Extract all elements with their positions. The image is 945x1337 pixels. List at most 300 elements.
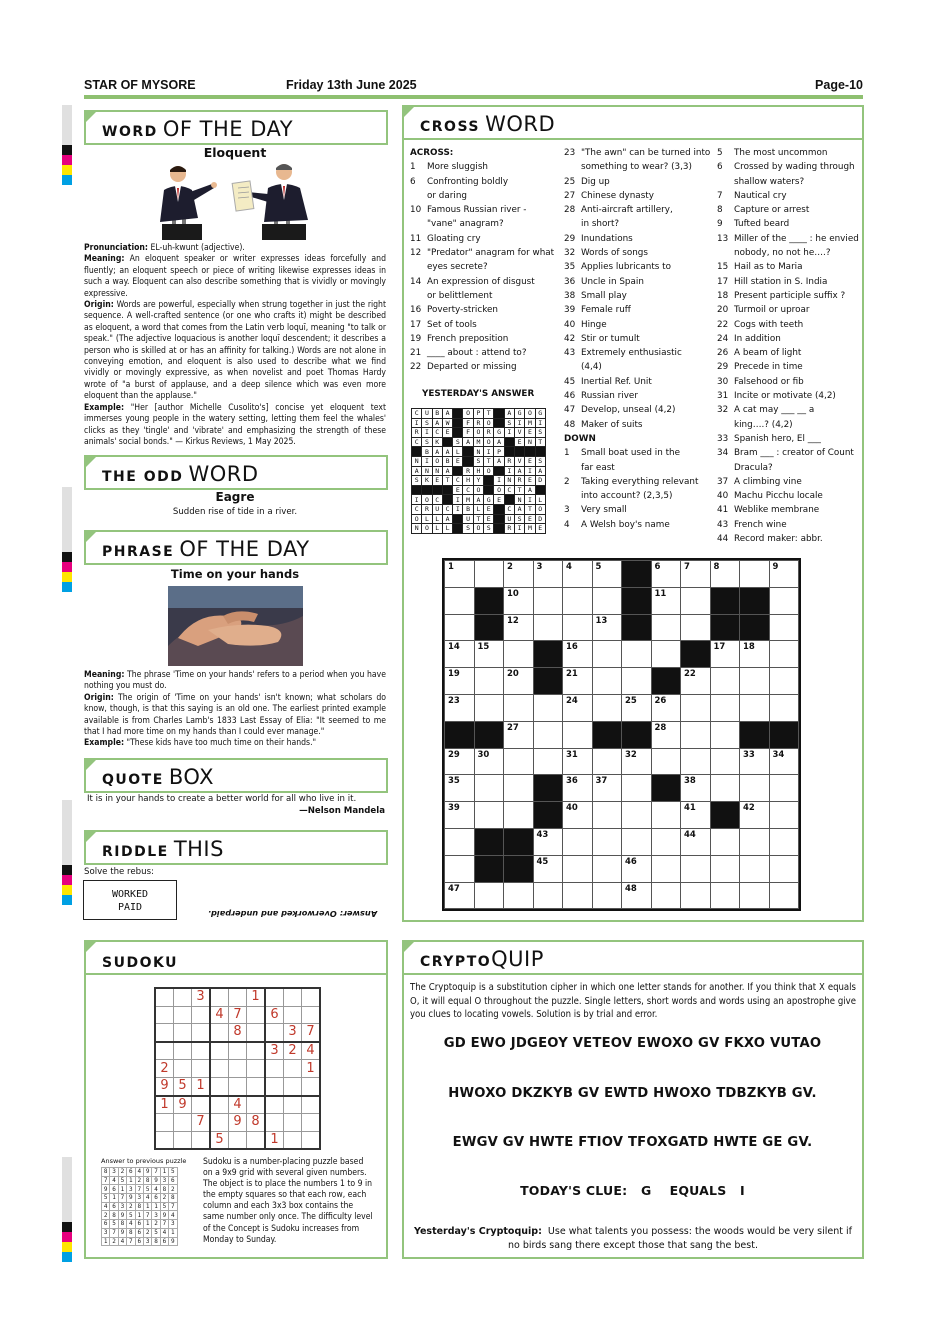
crossword-cell[interactable] (710, 828, 740, 855)
crossword-cell[interactable] (533, 855, 563, 882)
sudoku-cell[interactable]: 2 (155, 1060, 174, 1078)
yesterday-cell: A (494, 456, 504, 466)
crossword-cell[interactable] (651, 855, 681, 882)
sudoku-cell[interactable] (284, 988, 302, 1006)
phrase-body: Meaning: The phrase 'Time on your hands' refers to a period when you have nothing you must do. Origin: The origin of 'Time on your hands' isn't known; what scholars do know, though, is that this saying is an old one. The earliest printed example available is from Charles Lamb's 1833 Last Essay of Elia: "It seemed to me that I had more time on my hands than I could ever manage." Example: "These kids have too much time on their hands." (84, 670, 386, 749)
sudoku-cell[interactable] (174, 1060, 192, 1078)
crossword-cell[interactable] (563, 561, 593, 588)
crossword-cell-number: 46 (625, 856, 637, 867)
cryptoquip-line-2: HWOXO DKZKYB GV EWTD HWOXO TDBZKYB GV. (448, 1086, 817, 1101)
crossword-cell[interactable] (769, 882, 799, 909)
yesterday-cell: L (473, 504, 483, 514)
crossword-cell[interactable] (710, 882, 740, 909)
sudoku-cell[interactable]: 4 (229, 1096, 247, 1114)
crossword-cell[interactable] (769, 802, 799, 829)
sudoku-cell[interactable] (247, 1024, 266, 1042)
crossword-cell[interactable] (533, 587, 563, 614)
quote-title-big: BOX (168, 765, 215, 789)
sudoku-cell[interactable]: 6 (265, 1006, 284, 1024)
sudoku-cell[interactable]: 8 (229, 1024, 247, 1042)
across-clues-col1 (410, 146, 554, 375)
sudoku-cell[interactable] (210, 988, 229, 1006)
crossword-cell[interactable] (651, 694, 681, 721)
sudoku-cell[interactable] (284, 1006, 302, 1024)
crossword-cell[interactable] (769, 561, 799, 588)
crossword-cell[interactable] (563, 855, 593, 882)
yesterday-cell: C (504, 485, 514, 495)
yesterday-cell: A (432, 447, 442, 457)
word-of-day-title-small: WORD (102, 124, 158, 140)
sudoku-cell[interactable] (210, 1114, 229, 1132)
crossword-cell[interactable] (474, 561, 504, 588)
crossword-cell[interactable] (592, 614, 622, 641)
crossword-cell[interactable] (651, 587, 681, 614)
down-clue-30: 30 Falsehood or fib (717, 376, 804, 387)
down-clues-col3 (717, 146, 859, 546)
crossword-cell[interactable] (681, 561, 711, 588)
sudoku-cell[interactable] (247, 1006, 266, 1024)
crossword-cell[interactable] (740, 855, 770, 882)
crossword-cell[interactable] (504, 775, 534, 802)
crossword-cell[interactable] (769, 614, 799, 641)
crossword-cell[interactable] (533, 721, 563, 748)
crossword-cell[interactable] (681, 587, 711, 614)
crossword-cell[interactable] (622, 641, 652, 668)
crossword-cell[interactable] (592, 828, 622, 855)
crossword-cell[interactable] (445, 694, 475, 721)
across-clue-43: 43 Extremely enthusiastic (564, 348, 682, 359)
yesterday-cell: C (432, 495, 442, 505)
crossword-cell[interactable] (445, 855, 475, 882)
crossword-cell-number: 34 (772, 749, 785, 760)
down-heading: DOWN (564, 433, 596, 444)
sudoku-cell[interactable] (302, 988, 321, 1006)
crossword-cell[interactable] (445, 641, 475, 668)
sudoku-answer-cell: 8 (110, 1211, 118, 1220)
sudoku-answer-cell: 7 (110, 1228, 118, 1237)
yesterday-cell: I (504, 428, 514, 438)
sudoku-cell[interactable] (210, 1024, 229, 1042)
sudoku-cell[interactable]: 9 (174, 1096, 192, 1114)
crossword-title-box (402, 105, 864, 140)
crossword-cell[interactable] (563, 614, 593, 641)
down-clue-cont: king….? (4,2) (734, 419, 793, 430)
crossword-cell[interactable] (592, 882, 622, 909)
sudoku-cell[interactable] (302, 1096, 321, 1114)
crossword-cell[interactable] (504, 614, 534, 641)
crossword-cell[interactable] (651, 561, 681, 588)
sudoku-cell[interactable] (265, 1077, 284, 1095)
sudoku-cell[interactable] (284, 1131, 302, 1149)
crossword-cell[interactable] (592, 775, 622, 802)
sudoku-cell[interactable]: 4 (210, 1006, 229, 1024)
crossword-cell[interactable] (710, 694, 740, 721)
crossword-cell[interactable] (504, 668, 534, 695)
sudoku-answer-cell: 8 (152, 1237, 160, 1246)
crossword-cell[interactable] (769, 855, 799, 882)
crossword-cell[interactable] (769, 694, 799, 721)
crossword-cell[interactable] (445, 748, 475, 775)
sudoku-cell[interactable] (265, 1060, 284, 1078)
crossword-cell[interactable] (592, 694, 622, 721)
yesterday-cell: R (473, 418, 483, 428)
crossword-cell[interactable] (504, 561, 534, 588)
sudoku-grid[interactable] (154, 987, 321, 1150)
crossword-cell[interactable] (563, 587, 593, 614)
yesterday-cell: E (514, 437, 524, 447)
sudoku-answer-cell: 5 (169, 1168, 177, 1177)
crossword-cell[interactable] (592, 641, 622, 668)
across-clue-32: 32 Words of songs (564, 248, 648, 259)
crossword-cell[interactable] (474, 775, 504, 802)
sudoku-cell[interactable]: 3 (284, 1024, 302, 1042)
sudoku-answer-cell: 6 (110, 1185, 118, 1194)
yesterday-cell (432, 485, 442, 495)
sudoku-cell[interactable]: 1 (265, 1131, 284, 1149)
crossword-cell[interactable] (681, 828, 711, 855)
crossword-cell[interactable] (533, 614, 563, 641)
crossword-cell[interactable] (504, 721, 534, 748)
yesterday-cell: I (504, 466, 514, 476)
sudoku-cell[interactable]: 7 (302, 1024, 321, 1042)
sudoku-cell[interactable]: 1 (155, 1096, 174, 1114)
yesterday-cell (494, 504, 504, 514)
crossword-cell[interactable] (504, 694, 534, 721)
crossword-cell[interactable] (710, 775, 740, 802)
crossword-cell[interactable] (769, 668, 799, 695)
sudoku-cell[interactable] (210, 1042, 229, 1060)
crossword-cell[interactable] (622, 668, 652, 695)
crossword-cell[interactable] (563, 694, 593, 721)
yesterday-cell: A (504, 409, 514, 419)
yesterday-cell: E (484, 514, 494, 524)
sudoku-cell[interactable] (229, 1042, 247, 1060)
crossword-cell[interactable] (740, 641, 770, 668)
sudoku-cell[interactable] (155, 1042, 174, 1060)
crossword-cell[interactable] (681, 775, 711, 802)
sudoku-cell[interactable]: 8 (247, 1114, 266, 1132)
odd-word-title-box (84, 455, 388, 490)
sudoku-answer-cell: 6 (102, 1220, 110, 1229)
crossword-cell[interactable] (740, 828, 770, 855)
crossword-cell[interactable] (445, 614, 475, 641)
crossword-cell[interactable] (592, 802, 622, 829)
crossword-cell[interactable] (563, 721, 593, 748)
crossword-cell[interactable] (681, 668, 711, 695)
crossword-cell[interactable] (651, 748, 681, 775)
yesterday-cell (504, 495, 514, 505)
sudoku-cell[interactable] (174, 988, 192, 1006)
crossword-cell[interactable] (710, 561, 740, 588)
crossword-cell[interactable] (740, 668, 770, 695)
crossword-cell[interactable] (622, 748, 652, 775)
crossword-cell[interactable] (592, 668, 622, 695)
across-clues-col2 (564, 146, 710, 532)
crossword-cell[interactable] (710, 748, 740, 775)
crossword-cell[interactable] (533, 561, 563, 588)
phrase-title-big: OF THE DAY (179, 537, 310, 561)
yesterday-cell: N (412, 524, 422, 534)
crossword-cell[interactable] (445, 882, 475, 909)
crossword-cell[interactable] (740, 802, 770, 829)
quote-text: It is in your hands to create a better world for all who live in it. (87, 794, 357, 804)
sudoku-cell[interactable] (302, 1006, 321, 1024)
cryptoquip-title-big: QUIP (491, 947, 544, 971)
sudoku-cell[interactable] (265, 988, 284, 1006)
yesterday-cell (453, 514, 463, 524)
sudoku-cell[interactable] (210, 1060, 229, 1078)
sudoku-cell[interactable] (192, 1131, 211, 1149)
sudoku-cell[interactable] (210, 1077, 229, 1095)
sudoku-cell[interactable] (229, 1060, 247, 1078)
crossword-cell[interactable] (445, 775, 475, 802)
crossword-cell[interactable] (504, 802, 534, 829)
crossword-cell[interactable] (740, 694, 770, 721)
odd-word-meaning: Sudden rise of tide in a river. (172, 507, 298, 517)
crossword-cell[interactable] (681, 748, 711, 775)
crossword-cell[interactable] (651, 828, 681, 855)
sudoku-cell[interactable]: 9 (229, 1114, 247, 1132)
crossword-cell[interactable] (769, 587, 799, 614)
sudoku-cell[interactable] (247, 1077, 266, 1095)
sudoku-answer-cell: 7 (160, 1220, 168, 1229)
sudoku-answer-cell: 2 (127, 1202, 135, 1211)
across-clue-cont: in short? (581, 219, 620, 230)
crossword-cell[interactable] (533, 694, 563, 721)
crossword-cell[interactable] (622, 775, 652, 802)
sudoku-cell[interactable] (174, 1042, 192, 1060)
crossword-cell[interactable] (769, 828, 799, 855)
sudoku-cell[interactable]: 5 (174, 1077, 192, 1095)
sudoku-cell[interactable] (247, 1131, 266, 1149)
sudoku-cell[interactable] (265, 1024, 284, 1042)
crossword-cell[interactable] (710, 668, 740, 695)
across-clue-cont: "vane" anagram? (427, 219, 504, 230)
sudoku-cell[interactable] (302, 1131, 321, 1149)
crossword-cell[interactable] (651, 882, 681, 909)
yesterday-cell: P (473, 409, 483, 419)
crossword-cell[interactable] (474, 882, 504, 909)
crossword-cell[interactable] (474, 748, 504, 775)
crossword-cell-number: 1 (448, 562, 454, 572)
yesterday-cell: A (463, 437, 473, 447)
crossword-cell[interactable] (622, 882, 652, 909)
crossword-cell-number: 2 (507, 562, 513, 572)
sudoku-cell[interactable] (155, 1006, 174, 1024)
yesterday-cell: O (463, 409, 473, 419)
crossword-cell[interactable] (651, 721, 681, 748)
crossword-cell[interactable] (769, 748, 799, 775)
crossword-block (474, 855, 504, 882)
crossword-cell[interactable] (681, 614, 711, 641)
crossword-cell[interactable] (592, 748, 622, 775)
yesterday-cell: P (494, 447, 504, 457)
crossword-cell[interactable] (445, 668, 475, 695)
crossword-cell[interactable] (592, 855, 622, 882)
crossword-block (651, 775, 681, 802)
sudoku-answer-cell: 1 (135, 1211, 143, 1220)
sudoku-cell[interactable] (284, 1096, 302, 1114)
yesterday-cell: S (535, 428, 545, 438)
crossword-cell[interactable] (563, 668, 593, 695)
sudoku-cell[interactable]: 2 (284, 1042, 302, 1060)
sudoku-cell[interactable] (284, 1114, 302, 1132)
crossword-cell[interactable] (710, 855, 740, 882)
crossword-cell[interactable] (474, 641, 504, 668)
sudoku-cell[interactable] (174, 1131, 192, 1149)
down-clue-26: 26 A beam of light (717, 348, 802, 359)
debaters-illustration (150, 162, 320, 242)
crossword-cell[interactable] (563, 882, 593, 909)
sudoku-answer-cell: 8 (118, 1220, 126, 1229)
crossword-cell[interactable] (474, 694, 504, 721)
sudoku-cell[interactable] (302, 1114, 321, 1132)
sudoku-answer-cell: 9 (127, 1194, 135, 1203)
yesterday-cell: S (535, 456, 545, 466)
sudoku-cell[interactable]: 4 (302, 1042, 321, 1060)
crossword-cell[interactable] (622, 828, 652, 855)
crossword-cell[interactable] (622, 802, 652, 829)
across-clue-36: 36 Uncle in Spain (564, 276, 644, 287)
crossword-cell[interactable] (740, 748, 770, 775)
crossword-cell[interactable] (445, 802, 475, 829)
sudoku-cell[interactable] (265, 1114, 284, 1132)
sudoku-cell[interactable] (155, 1114, 174, 1132)
crossword-block (740, 614, 770, 641)
sudoku-cell[interactable]: 1 (302, 1060, 321, 1078)
crossword-cell[interactable] (504, 748, 534, 775)
sudoku-cell[interactable] (302, 1077, 321, 1095)
yesterday-cell: O (484, 418, 494, 428)
sudoku-cell[interactable] (174, 1006, 192, 1024)
sudoku-cell[interactable] (155, 1131, 174, 1149)
yesterday-cell: O (412, 514, 422, 524)
sudoku-answer-cell: 5 (118, 1176, 126, 1185)
crossword-cell[interactable] (533, 748, 563, 775)
sudoku-cell[interactable] (229, 988, 247, 1006)
crossword-cell[interactable] (563, 641, 593, 668)
sudoku-cell[interactable] (265, 1096, 284, 1114)
sudoku-cell[interactable]: 1 (247, 988, 266, 1006)
crossword-cell[interactable] (681, 855, 711, 882)
crossword-cell[interactable] (740, 882, 770, 909)
crossword-cell[interactable] (474, 802, 504, 829)
crossword-cell[interactable] (445, 587, 475, 614)
crossword-block (533, 668, 563, 695)
crossword-cell[interactable] (592, 561, 622, 588)
sudoku-cell[interactable] (192, 1096, 211, 1114)
crossword-cell[interactable] (710, 641, 740, 668)
sudoku-answer-cell: 8 (143, 1176, 151, 1185)
yesterday-cell: A (442, 514, 452, 524)
crossword-cell[interactable] (445, 561, 475, 588)
sudoku-cell[interactable] (247, 1060, 266, 1078)
yesterday-cell (494, 466, 504, 476)
sudoku-cell[interactable] (229, 1077, 247, 1095)
crossword-cell[interactable] (592, 587, 622, 614)
sudoku-cell[interactable] (284, 1077, 302, 1095)
crossword-cell[interactable] (651, 802, 681, 829)
sudoku-cell[interactable]: 3 (192, 988, 211, 1006)
crossword-cell[interactable] (445, 828, 475, 855)
registration-strip-mid (62, 487, 72, 592)
sudoku-cell[interactable] (174, 1114, 192, 1132)
crossword-cell[interactable] (651, 641, 681, 668)
sudoku-cell[interactable]: 7 (192, 1114, 211, 1132)
sudoku-cell[interactable] (192, 1024, 211, 1042)
sudoku-cell[interactable] (155, 1024, 174, 1042)
sudoku-cell[interactable]: 9 (155, 1077, 174, 1095)
across-clue-11: 11 Gloating cry (410, 233, 481, 244)
crossword-cell[interactable] (622, 694, 652, 721)
crossword-block (710, 614, 740, 641)
sudoku-cell[interactable] (192, 1042, 211, 1060)
crossword-cell[interactable] (681, 694, 711, 721)
sudoku-answer-cell: 5 (102, 1194, 110, 1203)
crossword-cell[interactable] (740, 775, 770, 802)
sudoku-answer-cell: 4 (169, 1211, 177, 1220)
crossword-cell[interactable] (563, 802, 593, 829)
crossword-cell[interactable] (533, 882, 563, 909)
sudoku-cell[interactable] (247, 1042, 266, 1060)
crossword-cell[interactable] (563, 748, 593, 775)
yesterday-cell: R (504, 456, 514, 466)
yesterday-cell: C (412, 409, 422, 419)
yesterday-answer-grid (411, 408, 546, 534)
crossword-cell[interactable] (474, 668, 504, 695)
crossword-cell[interactable] (504, 882, 534, 909)
crossword-cell[interactable] (681, 721, 711, 748)
crossword-cell[interactable] (563, 775, 593, 802)
crossword-cell[interactable] (533, 828, 563, 855)
crossword-cell[interactable] (504, 587, 534, 614)
sudoku-cell[interactable]: 3 (265, 1042, 284, 1060)
crossword-cell[interactable] (504, 641, 534, 668)
sudoku-cell[interactable] (155, 988, 174, 1006)
sudoku-cell[interactable]: 5 (210, 1131, 229, 1149)
yesterday-cell (494, 514, 504, 524)
yesterday-cell: E (535, 524, 545, 534)
sudoku-cell[interactable] (174, 1024, 192, 1042)
sudoku-cell[interactable]: 7 (229, 1006, 247, 1024)
crossword-cell[interactable] (769, 641, 799, 668)
sudoku-answer-cell: 7 (127, 1237, 135, 1246)
crossword-cell[interactable] (710, 721, 740, 748)
yesterday-cell: E (525, 514, 535, 524)
crossword-cell[interactable] (622, 855, 652, 882)
crossword-cell[interactable] (769, 775, 799, 802)
crossword-cell[interactable] (563, 828, 593, 855)
crossword-block (445, 721, 475, 748)
yesterday-cell (494, 409, 504, 419)
sudoku-cell[interactable] (210, 1096, 229, 1114)
crossword-cell[interactable] (740, 561, 770, 588)
crossword-cell[interactable] (681, 882, 711, 909)
sudoku-answer-cell: 7 (169, 1202, 177, 1211)
sudoku-cell[interactable] (192, 1060, 211, 1078)
crossword-cell[interactable] (681, 802, 711, 829)
crossword-cell[interactable] (651, 614, 681, 641)
yesterday-cell: O (422, 495, 432, 505)
sudoku-cell[interactable] (247, 1096, 266, 1114)
sudoku-cell[interactable] (229, 1131, 247, 1149)
sudoku-answer-cell: 9 (102, 1185, 110, 1194)
crossword-block (740, 587, 770, 614)
sudoku-cell[interactable] (192, 1006, 211, 1024)
sudoku-cell[interactable]: 1 (192, 1077, 211, 1095)
yesterday-cell: D (535, 476, 545, 486)
sudoku-cell[interactable] (284, 1060, 302, 1078)
